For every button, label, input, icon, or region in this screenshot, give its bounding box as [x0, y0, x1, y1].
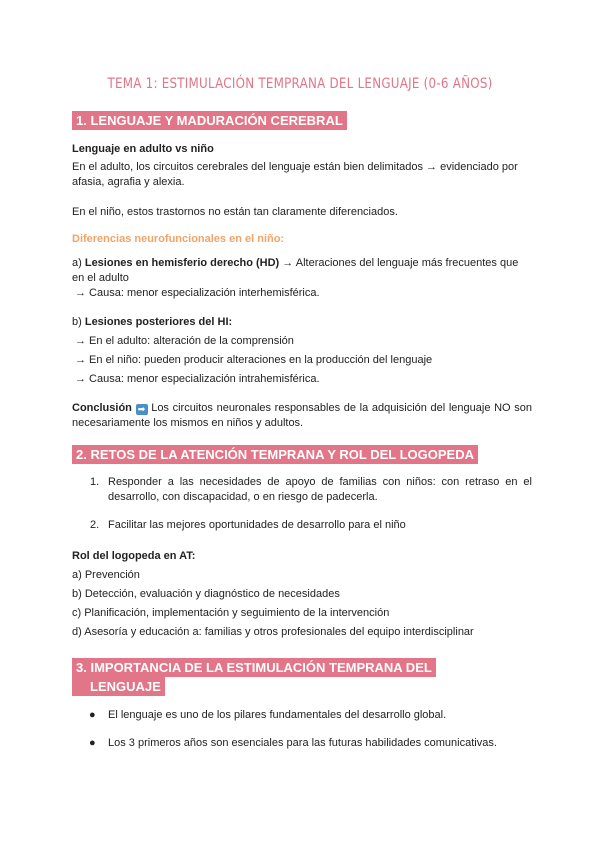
- conclusion-text: Los circuitos neuronales responsables de la adquisición del lenguaje NO son necesariamente los mismos en niños y adultos.: [72, 402, 532, 429]
- right-arrow-icon: ➡: [136, 404, 148, 415]
- section3-heading-line2: LENGUAJE: [72, 677, 165, 696]
- item-b-line: → En el niño: pueden producir alteraciones en la producción del lenguaje: [75, 354, 433, 366]
- role-item: b) Detección, evaluación y diagnóstico de necesidades: [72, 588, 340, 600]
- bullet-text: Los 3 primeros años son esenciales para las futuras habilidades comunicativas.: [108, 737, 497, 749]
- paragraph-child: En el niño, estos trastornos no están tan claramente diferenciados.: [72, 206, 398, 218]
- paragraph-adult: En el adulto, los circuitos cerebrales del lenguaje están bien delimitados → evidenciado por afasia, agrafia y alexia.: [72, 161, 518, 188]
- ordered-item-number: 2.: [90, 519, 100, 531]
- section1-heading: 1. LENGUAJE Y MADURACIÓN CEREBRAL: [72, 111, 347, 130]
- conclusion-label: Conclusión: [72, 402, 132, 414]
- item-b: [72, 315, 532, 330]
- section1-subheading: Lenguaje en adulto vs niño: [72, 143, 214, 155]
- item-b-bold: Lesiones posteriores del HI:: [84, 316, 233, 328]
- bullet-icon: ●: [89, 709, 96, 721]
- role-item: a) Prevención: [72, 569, 140, 581]
- bullet-icon: ●: [89, 737, 96, 749]
- bullet-text: El lenguaje es uno de los pilares fundamentales del desarrollo global.: [108, 709, 447, 721]
- ordered-item-number: 1.: [90, 476, 100, 488]
- item-a-prefix: a): [72, 257, 85, 269]
- item-b-line: → En el adulto: alteración de la comprensión: [75, 335, 294, 347]
- section2-heading: 2. RETOS DE LA ATENCIÓN TEMPRANA Y ROL DEL LOGOPEDA: [72, 445, 478, 464]
- diff-heading: Diferencias neurofuncionales en el niño:: [72, 233, 285, 245]
- ordered-item-text: Facilitar las mejores oportunidades de desarrollo para el niño: [108, 519, 406, 531]
- item-a: [72, 256, 532, 286]
- role-item: d) Asesoría y educación a: familias y otros profesionales del equipo interdisciplinar: [72, 626, 474, 638]
- conclusion: [72, 401, 532, 431]
- item-b-prefix: b): [72, 316, 85, 328]
- item-a-bold: Lesiones en hemisferio derecho (HD): [84, 257, 280, 269]
- item-a-text: → Alteraciones del lenguaje más frecuentes que en el adulto: [72, 257, 519, 284]
- document-title: TEMA 1: ESTIMULACIÓN TEMPRANA DEL LENGUAJE (0-6 AÑOS): [107, 76, 493, 92]
- item-b-line: → Causa: menor especialización intrahemisférica.: [75, 373, 320, 385]
- role-heading: Rol del logopeda en AT:: [72, 550, 196, 562]
- role-item: c) Planificación, implementación y seguimiento de la intervención: [72, 607, 390, 619]
- ordered-item-text: Responder a las necesidades de apoyo de familias con niños: con retraso en el desarrollo, con discapacidad, o en riesgo de padecerla.: [108, 476, 532, 503]
- item-a-cause: → Causa: menor especialización interhemisférica.: [75, 287, 320, 299]
- section3-heading-line1: 3. IMPORTANCIA DE LA ESTIMULACIÓN TEMPRANA DEL: [72, 658, 436, 677]
